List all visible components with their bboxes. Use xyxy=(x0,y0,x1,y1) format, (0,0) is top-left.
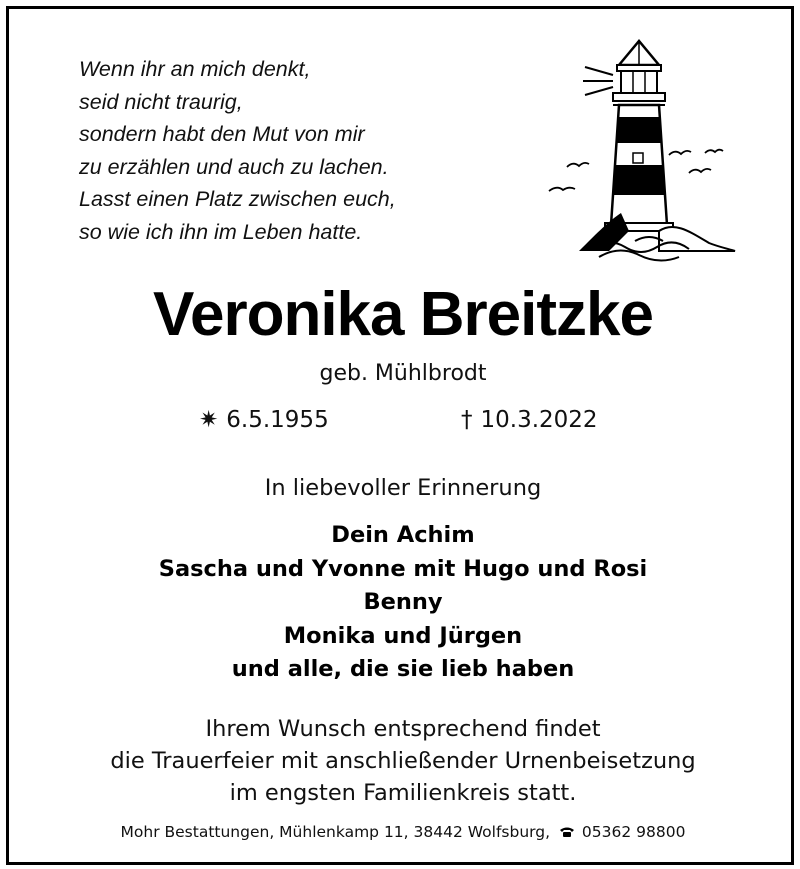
cross-icon: † xyxy=(461,407,473,433)
death-date-value: 10.3.2022 xyxy=(480,407,598,433)
mourner-line: Dein Achim xyxy=(331,522,475,548)
mourner-line: Monika und Jürgen xyxy=(283,622,523,649)
birth-date-value: 6.5.1955 xyxy=(226,407,329,433)
poem xyxy=(79,53,539,248)
notice-line: im engsten Familienkreis statt. xyxy=(229,780,577,806)
mourner-line: Benny xyxy=(363,589,443,615)
footer-address: Mohr Bestattungen, Mühlenkamp 11, 38442 Wolfsburg, xyxy=(120,823,551,841)
footer-phone: 05362 98800 xyxy=(581,823,686,841)
funeral-home-footer xyxy=(9,823,797,841)
deceased-name: Veronika Breitzke xyxy=(153,280,653,349)
obituary-frame xyxy=(6,6,794,865)
memory-line: In liebevoller Erinnerung xyxy=(264,475,542,501)
poem-line: so wie ich ihn im Leben hatte. xyxy=(79,219,363,244)
notice-line: Ihrem Wunsch entsprechend findet xyxy=(205,716,601,742)
poem-line: zu erzählen und auch zu lachen. xyxy=(79,154,389,179)
notice-line: die Trauerfeier mit anschließender Urnenbeisetzung xyxy=(110,748,696,774)
funeral-notice xyxy=(9,713,797,809)
death-date xyxy=(461,407,598,433)
mourner-line: Sascha und Yvonne mit Hugo und Rosi xyxy=(158,555,648,582)
poem-line: seid nicht traurig, xyxy=(79,89,243,114)
poem-line: Wenn ihr an mich denkt, xyxy=(79,57,311,81)
telephone-icon xyxy=(559,826,575,838)
poem-line: sondern habt den Mut von mir xyxy=(79,122,365,146)
mourners-list xyxy=(9,519,797,687)
birth-date xyxy=(199,407,329,433)
birth-star-icon: ✷ xyxy=(199,407,219,433)
lighthouse-illustration xyxy=(539,35,739,265)
poem-line: Lasst einen Platz zwischen euch, xyxy=(79,187,396,211)
mourner-line: und alle, die sie lieb haben xyxy=(231,656,575,682)
maiden-name: geb. Mühlbrodt xyxy=(319,361,487,386)
